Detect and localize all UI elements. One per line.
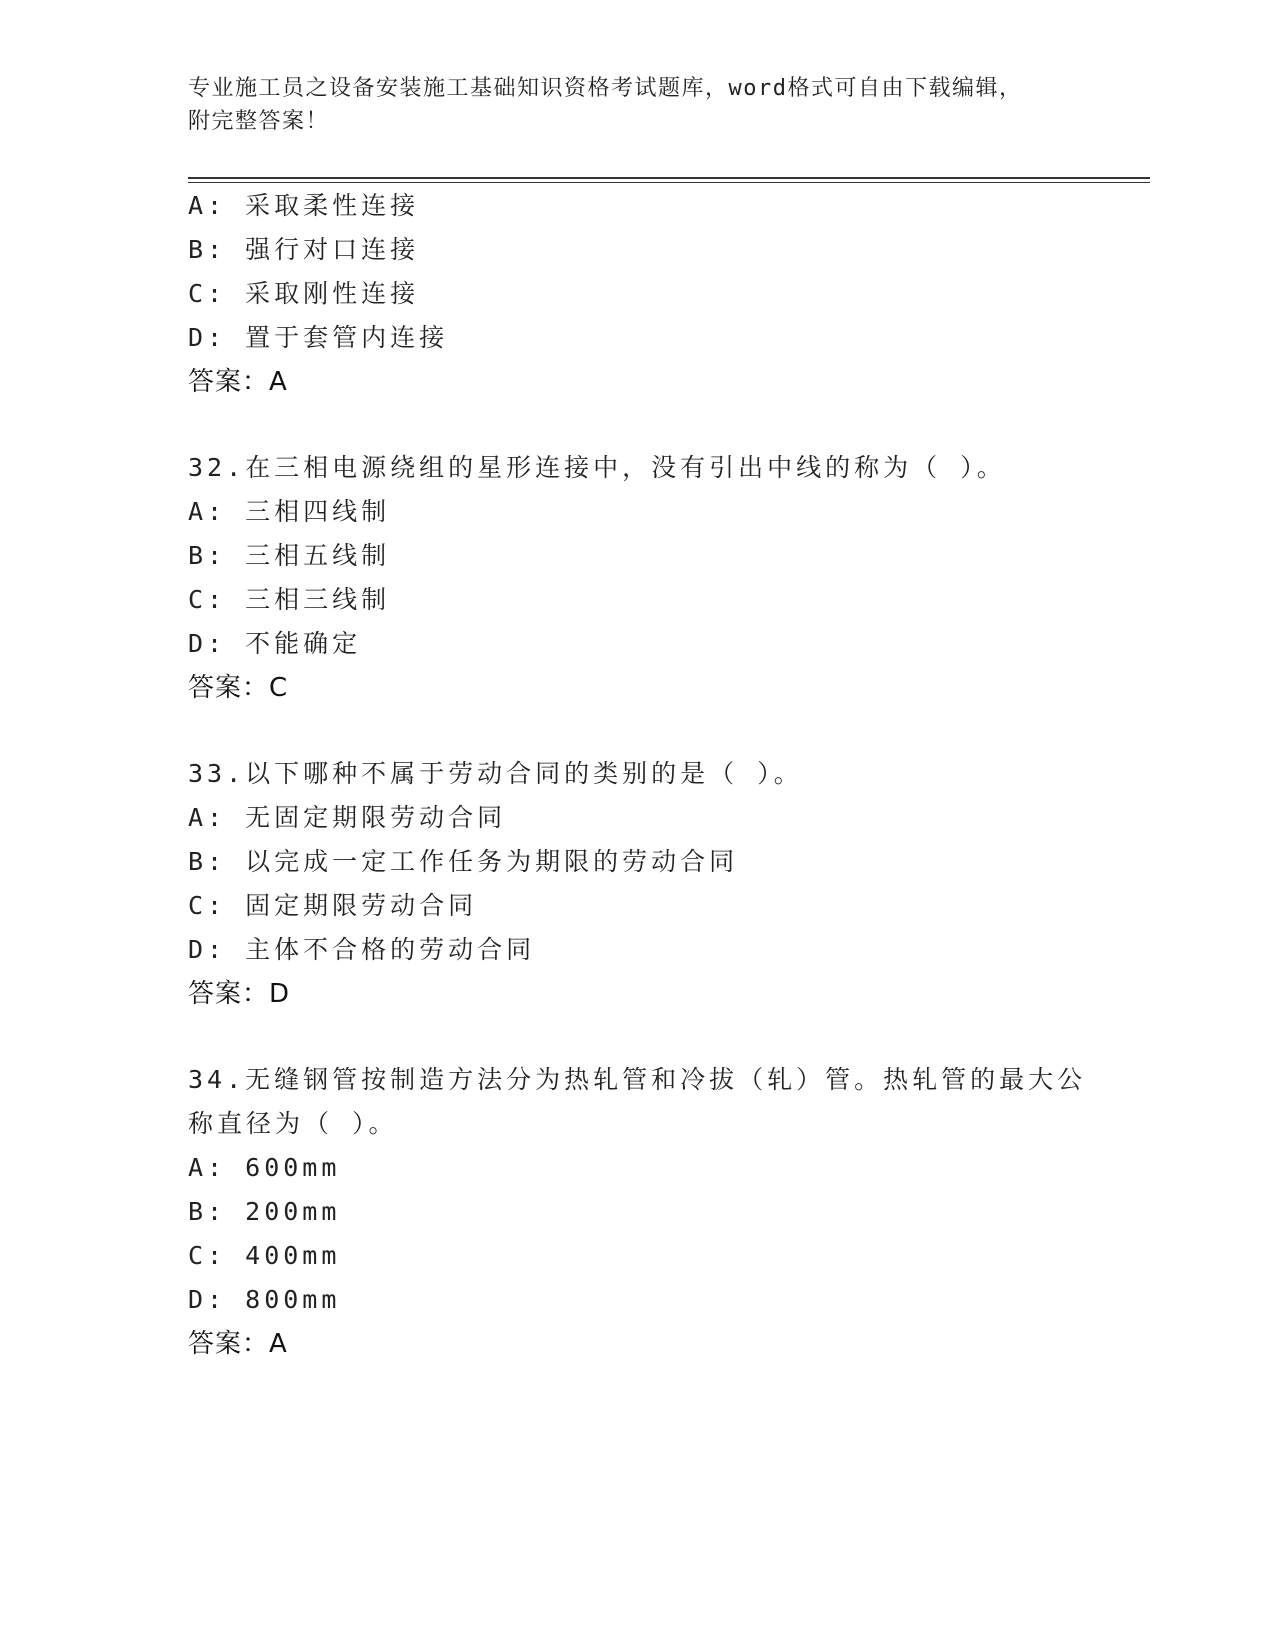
q34-question-line-1: 34.无缝钢管按制造方法分为热轧管和冷拔（轧）管。热轧管的最大公 <box>188 1065 1087 1094</box>
q34-option-c: C: 400mm <box>188 1241 341 1270</box>
q33-option-b: B: 以完成一定工作任务为期限的劳动合同 <box>188 847 739 876</box>
q33-option-c: C: 固定期限劳动合同 <box>188 891 478 920</box>
q33-answer: 答案：D <box>188 979 291 1009</box>
q31-option-d: D: 置于套管内连接 <box>188 323 449 352</box>
q34-option-b: B: 200mm <box>188 1197 341 1226</box>
q33-option-a: A: 无固定期限劳动合同 <box>188 803 507 832</box>
header-divider-thick <box>188 177 1150 179</box>
q32-option-c: C: 三相三线制 <box>188 585 391 614</box>
header-line-1: 专业施工员之设备安装施工基础知识资格考试题库，word格式可自由下载编辑， <box>188 76 1023 101</box>
q32-question: 32.在三相电源绕组的星形连接中，没有引出中线的称为（ ）。 <box>188 453 1006 482</box>
header-line-2: 附完整答案！ <box>188 109 330 134</box>
header-divider-thin <box>188 182 1150 183</box>
document-header <box>188 72 1088 138</box>
q31-option-b: B: 强行对口连接 <box>188 235 420 264</box>
q32-option-a: A: 三相四线制 <box>188 497 391 526</box>
q34-option-a: A: 600mm <box>188 1153 341 1182</box>
q31-option-a: A: 采取柔性连接 <box>188 191 420 220</box>
q34-option-d: D: 800mm <box>188 1285 341 1314</box>
q32-option-d: D: 不能确定 <box>188 629 362 658</box>
q31-option-c: C: 采取刚性连接 <box>188 279 420 308</box>
q33-option-d: D: 主体不合格的劳动合同 <box>188 935 536 964</box>
q33-question: 33.以下哪种不属于劳动合同的类别的是（ ）。 <box>188 759 803 788</box>
q34-answer: 答案：A <box>188 1329 288 1359</box>
q34-question-line-2: 称直径为（ ）。 <box>188 1109 398 1138</box>
q32-option-b: B: 三相五线制 <box>188 541 391 570</box>
q32-answer: 答案：C <box>188 673 289 703</box>
q31-answer: 答案：A <box>188 367 288 397</box>
